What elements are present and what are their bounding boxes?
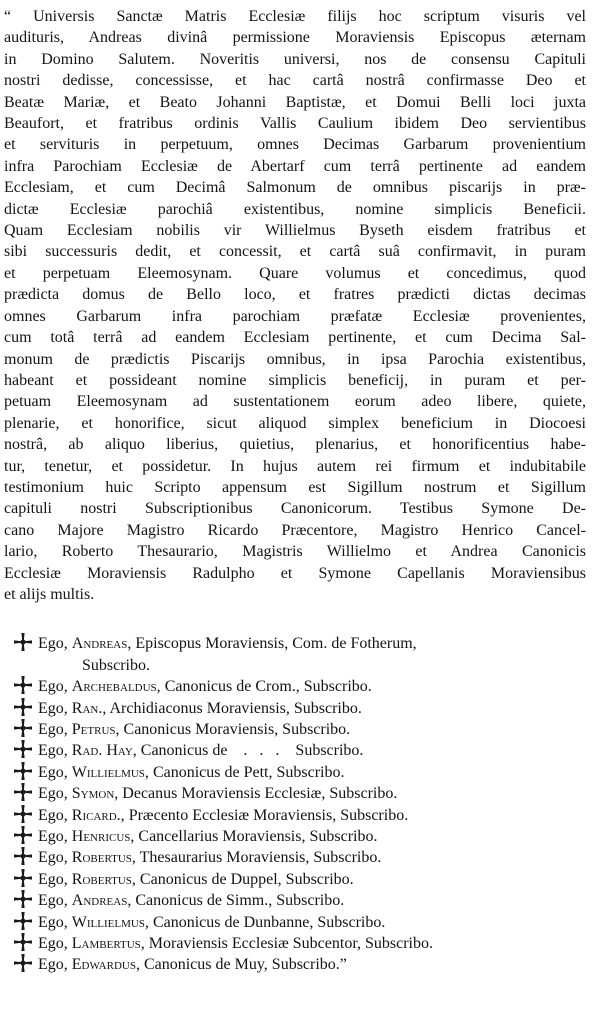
signatory-title: Decanus Moraviensis Ecclesiæ, Subscribo. xyxy=(118,785,398,803)
charter-line: dictæ Ecclesiæ parochiâ existentibus, nomine simplicis Beneficii. xyxy=(4,200,586,218)
charter-line: “ Universis Sanctæ Matris Ecclesiæ filijs hoc scriptum visuris vel xyxy=(4,8,586,25)
charter-line: Beatæ Mariæ, et Beato Johanni Baptistæ, et Domui Belli loci juxta xyxy=(4,93,586,111)
cross-pattee-icon xyxy=(14,954,38,972)
cross-pattee-icon xyxy=(14,676,38,694)
charter-paragraph xyxy=(4,6,586,605)
charter-line: cano Majore Magistro Ricardo Præcentore, Magistro Henrico Cancel- xyxy=(4,521,586,539)
signatory-name: Andreas, xyxy=(71,892,132,910)
signature-entry xyxy=(14,719,586,740)
cross-pattee-icon xyxy=(14,847,38,865)
signature-entry xyxy=(14,954,586,975)
charter-line: lario, Roberto Thesaurario, Magistris Willielmo et Andrea Canonicis xyxy=(4,543,586,561)
signature-ego: Ego, xyxy=(38,870,68,888)
signatory-name: Ran., xyxy=(71,699,107,717)
signature-entry xyxy=(14,783,586,804)
charter-line: monum de prædictis Piscarijs omnibus, in ipsa Parochia existentibus, xyxy=(4,350,586,368)
charter-line: nostri dedisse, concessisse, et hac cartâ nostrâ confirmasse Deo et xyxy=(4,72,586,90)
signatory-title: Canonicus Moraviensis, Subscribo. xyxy=(119,721,351,738)
signature-ego: Ego, xyxy=(38,849,68,867)
cross-pattee-icon xyxy=(14,933,38,951)
signature-ego: Ego, xyxy=(38,956,68,974)
signatory-title: Canonicus de Muy, Subscribo.” xyxy=(139,956,347,974)
signature-entry xyxy=(14,847,586,868)
signature-entry xyxy=(14,826,586,847)
signatory-title: Cancellarius Moraviensis, Subscribo. xyxy=(134,828,378,846)
signatory-title: Canonicus de Simm., Subscribo. xyxy=(131,892,345,910)
charter-line: testimonium huic Scripto appensum est Sigillum nostrum et Sigillum xyxy=(4,478,586,496)
signatory-title: Archidiaconus Moraviensis, Subscribo. xyxy=(106,699,362,717)
cross-pattee-icon xyxy=(14,869,38,887)
signature-entry xyxy=(14,740,586,761)
cross-pattee-icon xyxy=(14,719,38,737)
signatory-name: Robertus, xyxy=(71,870,136,888)
cross-pattee-icon xyxy=(14,912,38,930)
signature-entry xyxy=(14,762,586,783)
charter-line: nostrâ, ab aliquo liberius, quietius, plenarius, et honorificentius habe- xyxy=(4,436,586,454)
charter-line: capituli nostri Subscriptionibus Canonicorum. Testibus Symone De- xyxy=(4,500,586,518)
charter-line: petuam Eleemosynam ad sustentationem eorum adeo libere, quiete, xyxy=(4,393,586,411)
signatory-title: Canonicus de Dunbanne, Subscribo. xyxy=(148,913,386,931)
charter-line: tur, tenetur, et possidetur. In hujus autem rei firmum et indubitabile xyxy=(4,457,586,475)
signature-ego: Ego, xyxy=(38,785,68,803)
signature-entry xyxy=(14,869,586,890)
charter-line: audituris, Andreas divinâ permissione Moraviensis Episcopus æternam xyxy=(4,29,586,47)
signatory-name: Willielmus, xyxy=(71,913,149,931)
signatory-title: Canonicus de Pett, Subscribo. xyxy=(148,763,345,781)
signature-ego: Ego, xyxy=(38,678,68,696)
charter-line: Quam Ecclesiam nobilis vir Willielmus Byseth eisdem fratribus et xyxy=(4,222,586,240)
signature-ego: Ego, xyxy=(38,635,68,653)
signatory-name: Edwardus, xyxy=(71,956,140,974)
signature-ego: Ego, xyxy=(38,828,68,846)
signatory-name: Ricard., xyxy=(71,806,125,824)
signature-ego: Ego, xyxy=(38,935,68,953)
charter-line: et alijs multis. xyxy=(4,585,95,603)
signatory-name: Robertus, xyxy=(71,849,136,867)
charter-line: Ecclesiæ Moraviensis Radulpho et Symone Capellanis Moraviensibus xyxy=(4,564,586,582)
signature-ego: Ego, xyxy=(38,721,68,738)
signature-ego: Ego, xyxy=(38,913,68,931)
signature-entry xyxy=(14,698,586,719)
signatory-name: Petrus, xyxy=(71,721,120,738)
cross-pattee-icon xyxy=(14,826,38,844)
signature-entry xyxy=(14,890,586,911)
charter-line: cum totâ terrâ ad eandem Ecclesiam pertinente, et cum Decima Sal- xyxy=(4,329,586,347)
charter-line: omnes Garbarum infra parochiam præfatæ Ecclesiæ provenientes, xyxy=(4,307,586,325)
signature-entry xyxy=(14,633,586,676)
signature-entry xyxy=(14,676,586,697)
signatory-title: Episcopus Moraviensis, Com. de Fotherum, xyxy=(131,635,417,653)
signatory-name: Rad. Hay, xyxy=(71,742,137,760)
signatory-title: Moraviensis Ecclesiæ Subcentor, Subscribo. xyxy=(144,935,433,953)
signature-entry xyxy=(14,805,586,826)
signature-ego: Ego, xyxy=(38,763,68,781)
charter-line: prædicta domus de Bello loco, et fratres prædicti dictas decimas xyxy=(4,286,586,304)
signatory-title: Canonicus de Crom., Subscribo. xyxy=(160,678,372,696)
cross-pattee-icon xyxy=(14,762,38,780)
cross-pattee-icon xyxy=(14,890,38,908)
signature-entry xyxy=(14,933,586,954)
signatory-title: Thesaurarius Moraviensis, Subscribo. xyxy=(135,849,382,867)
signature-list xyxy=(14,633,586,976)
cross-pattee-icon xyxy=(14,633,38,651)
signatory-name: Henricus, xyxy=(71,828,135,846)
signatory-name: Andreas, xyxy=(71,635,132,653)
signatory-title: Præcento Ecclesiæ Moraviensis, Subscribo. xyxy=(124,806,409,824)
signatory-name: Lambertus, xyxy=(71,935,145,953)
charter-line: et servituris in perpetuum, omnes Decimas Garbarum provenientium xyxy=(4,136,586,154)
signatory-name: Archebaldus, xyxy=(71,678,161,696)
signature-continuation: Subscribo. xyxy=(82,656,150,674)
signatory-name: Willielmus, xyxy=(71,763,149,781)
charter-line: plenarie, et honorifice, sicut aliquod simplex beneficium in Diocoesi xyxy=(4,414,586,432)
signature-ego: Ego, xyxy=(38,742,68,760)
charter-line: et perpetuam Eleemosynam. Quare volumus et concedimus, quod xyxy=(4,264,586,282)
signatory-title: Canonicus de Duppel, Subscribo. xyxy=(135,870,354,888)
signature-ego: Ego, xyxy=(38,892,68,910)
charter-line: sibi successuris dedit, et concessit, et cartâ suâ confirmavit, in puram xyxy=(4,243,586,261)
charter-line: Ecclesiam, et cum Decimâ Salmonum de omnibus piscarijs in præ- xyxy=(4,179,586,197)
signature-ego: Ego, xyxy=(38,699,68,717)
cross-pattee-icon xyxy=(14,783,38,801)
charter-line: habeant et possideant nomine simplicis beneficij, in puram et per- xyxy=(4,371,586,389)
cross-pattee-icon xyxy=(14,740,38,758)
charter-line: Beaufort, et fratribus ordinis Vallis Caulium ibidem Deo servientibus xyxy=(4,115,586,133)
signatory-name: Symon, xyxy=(71,785,119,803)
cross-pattee-icon xyxy=(14,698,38,716)
charter-line: in Domino Salutem. Noveritis universi, nos de consensu Capituli xyxy=(4,50,586,68)
signatory-title: Canonicus de . . . Subscribo. xyxy=(136,742,364,760)
signature-ego: Ego, xyxy=(38,806,68,824)
signature-entry xyxy=(14,912,586,933)
charter-line: infra Parochiam Ecclesiæ de Abertarf cum terrâ pertinente ad eandem xyxy=(4,157,586,175)
cross-pattee-icon xyxy=(14,805,38,823)
